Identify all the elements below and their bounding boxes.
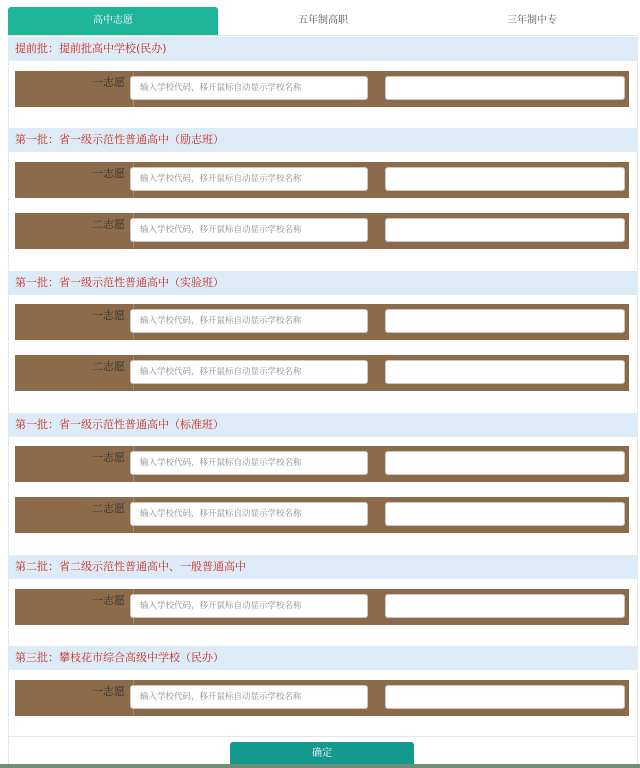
section-title: 第一批：省一级示范性普通高中（标准班） [15, 418, 224, 431]
school-name-field [385, 451, 625, 475]
school-name-field [385, 685, 625, 709]
school-name-field [385, 360, 625, 384]
section-header-second-batch [9, 555, 637, 579]
choice-row [15, 162, 629, 198]
school-code-input[interactable] [130, 218, 368, 242]
choice-row [15, 589, 629, 625]
choice-row [15, 355, 629, 391]
tab-high-school[interactable]: 高中志愿 [8, 7, 218, 35]
school-code-input[interactable] [130, 360, 368, 384]
section-header-advance [9, 37, 637, 61]
school-name-field [385, 309, 625, 333]
choice-label: 一志愿 [92, 594, 125, 607]
school-code-input[interactable] [130, 76, 368, 100]
section-header-first-batch-lizhi [9, 128, 637, 152]
form-bottom-border [8, 736, 636, 737]
choice-row [15, 497, 629, 533]
choice-label: 一志愿 [92, 76, 125, 89]
section-title: 第一批：省一级示范性普通高中（励志班） [15, 133, 224, 146]
choice-label: 一志愿 [92, 167, 125, 180]
school-code-input[interactable] [130, 594, 368, 618]
tab-five-year-vocational[interactable]: 五年制高职 [298, 15, 348, 26]
tab-three-year-technical[interactable]: 三年制中专 [507, 15, 557, 26]
section-title: 提前批：提前批高中学校(民办) [15, 42, 167, 55]
choice-row [15, 71, 629, 107]
choice-row [15, 446, 629, 482]
school-code-input[interactable] [130, 451, 368, 475]
school-code-input[interactable] [130, 685, 368, 709]
school-name-field [385, 76, 625, 100]
school-name-field [385, 594, 625, 618]
section-header-first-batch-standard [9, 413, 637, 437]
section-header-first-batch-experimental [9, 271, 637, 295]
section-title: 第二批：省二级示范性普通高中、一般普通高中 [15, 560, 246, 573]
school-code-input[interactable] [130, 309, 368, 333]
school-name-field [385, 167, 625, 191]
choice-row [15, 680, 629, 716]
choice-row [15, 304, 629, 340]
school-name-field [385, 218, 625, 242]
application-form [8, 35, 638, 768]
tab-bar [8, 7, 636, 36]
choice-label: 二志愿 [92, 218, 125, 231]
section-header-third-batch [9, 646, 637, 670]
confirm-button[interactable]: 确定 [230, 742, 414, 768]
choice-label: 二志愿 [92, 360, 125, 373]
choice-label: 二志愿 [92, 502, 125, 515]
choice-row [15, 213, 629, 249]
section-title: 第三批：攀枝花市综合高级中学校（民办） [15, 651, 224, 664]
section-title: 第一批：省一级示范性普通高中（实验班） [15, 276, 224, 289]
school-code-input[interactable] [130, 167, 368, 191]
choice-label: 一志愿 [92, 309, 125, 322]
school-code-input[interactable] [130, 502, 368, 526]
choice-label: 一志愿 [92, 451, 125, 464]
choice-label: 一志愿 [92, 685, 125, 698]
bottom-background-strip [0, 764, 640, 768]
school-name-field [385, 502, 625, 526]
